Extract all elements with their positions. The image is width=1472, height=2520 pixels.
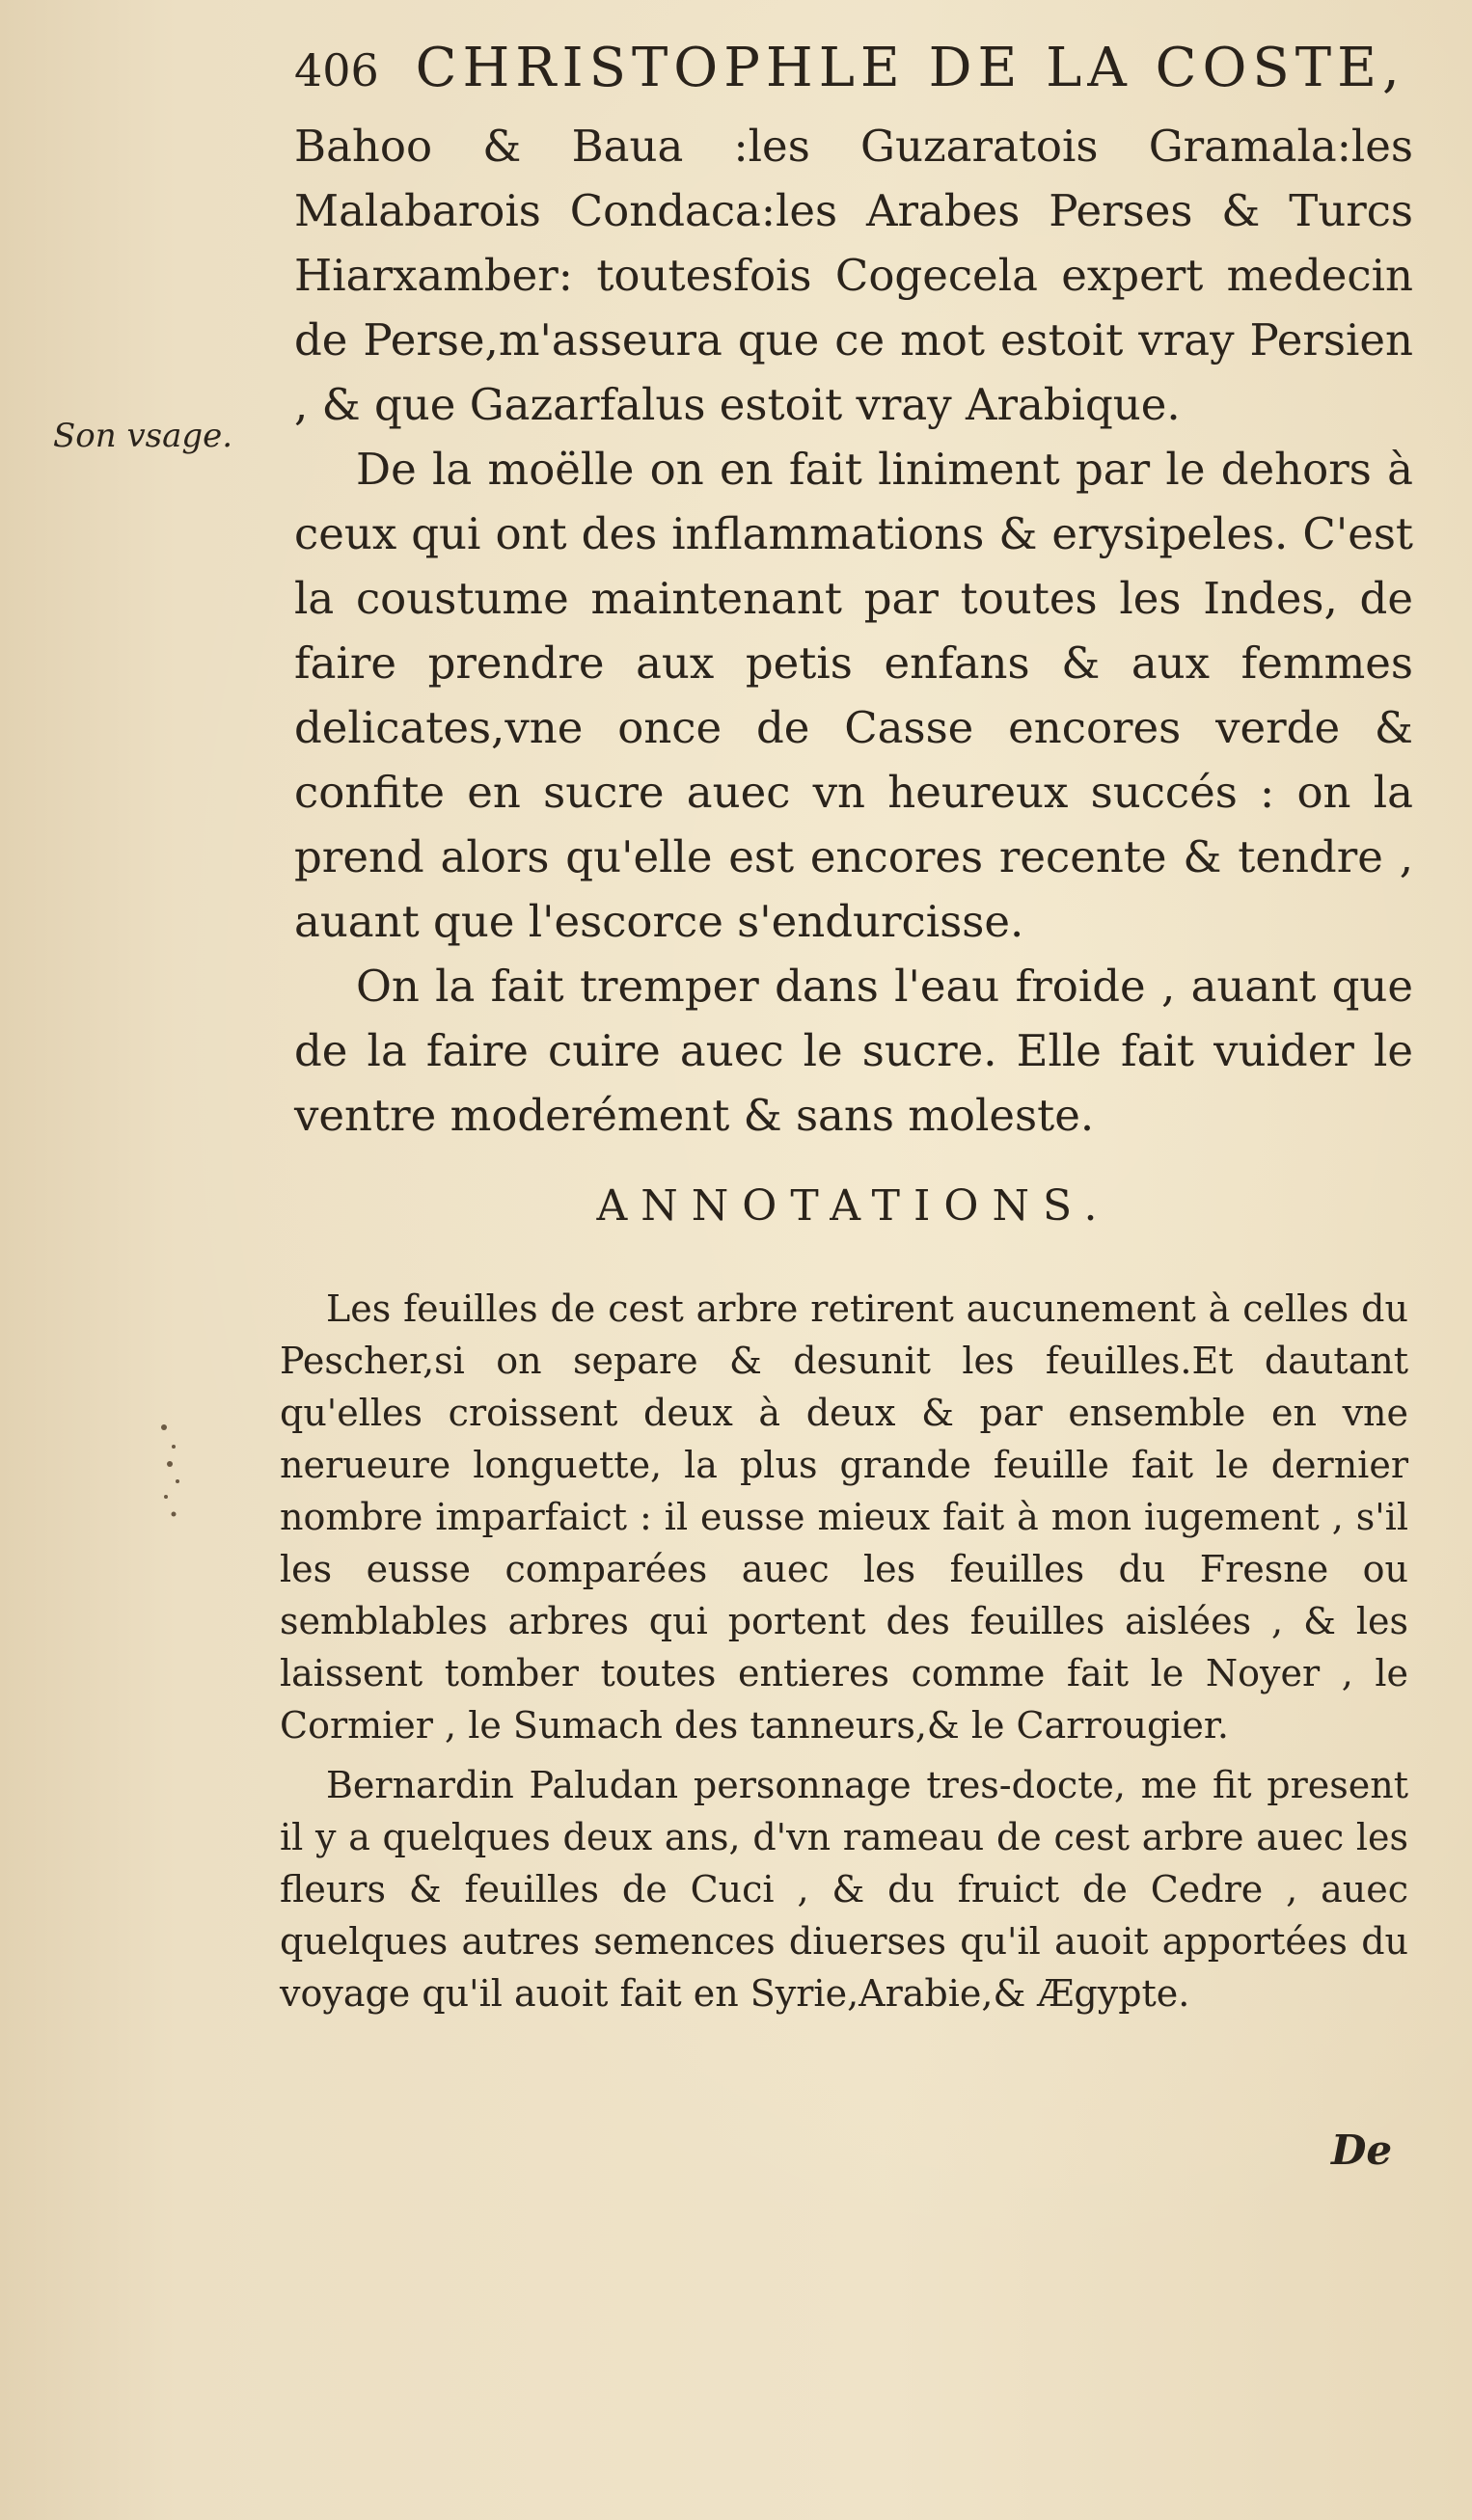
catchword: De — [1331, 2127, 1393, 2174]
marginal-note: Son vsage. — [53, 417, 233, 455]
paper-stain — [145, 1418, 203, 1533]
main-paragraph: On la fait tremper dans l'eau froide , auant que de la faire cuire auec le sucre. Elle fait vuider le ventre moderément & sans moleste. — [294, 961, 1413, 1141]
annotation-paragraph: Bernardin Paludan personnage tres-docte, me fit present il y a quelques deux ans, d'vn rameau de cest arbre auec les fleurs & feuilles de Cuci , & du fruict de Cedre , auec quelques autres semences diuerses qu'il auoit apportées du voyage qu'il auoit fait en Syrie,Arabie,& Ægypte. — [280, 1764, 1408, 2015]
page-header — [294, 37, 1413, 114]
annotations-block — [280, 1283, 1408, 2027]
page-number: 406 — [294, 44, 379, 96]
main-text-block — [294, 114, 1413, 1148]
annotations-heading: ANNOTATIONS. — [596, 1181, 1111, 1231]
main-paragraph: Bahoo & Baua :les Guzaratois Gramala:les Malabarois Condaca:les Arabes Perses & Turcs Hiarxamber: toutesfois Cogecela expert medecin de Perse,m'asseura que ce mot estoit vray Persien , & que Gazarfalus estoit vray Arabique. — [294, 121, 1413, 430]
running-head: CHRISTOPHLE DE LA COSTE, — [415, 37, 1405, 99]
annotation-paragraph: Les feuilles de cest arbre retirent aucunement à celles du Pescher,si on separe & desunit les feuilles.Et dautant qu'elles croissent deux à deux & par ensemble en vne nerueure longuette, la plus grande feuille fait le dernier nombre imparfaict : il eusse mieux fait à mon iugement , s'il les eusse comparées auec les feuilles du Fresne ou semblables arbres qui portent des feuilles aislées , & les laissent tomber toutes entieres comme fait le Noyer , le Cormier , le Sumach des tanneurs,& le Carrougier. — [280, 1287, 1408, 1747]
main-paragraph: De la moëlle on en fait liniment par le dehors à ceux qui ont des inflammations & erysipeles. C'est la coustume maintenant par toutes les Indes, de faire prendre aux petis enfans & aux femmes delicates,vne once de Casse encores verde & confite en sucre auec vn heureux succés : on la prend alors qu'elle est encores recente & tendre , auant que l'escorce s'endurcisse. — [294, 444, 1413, 947]
